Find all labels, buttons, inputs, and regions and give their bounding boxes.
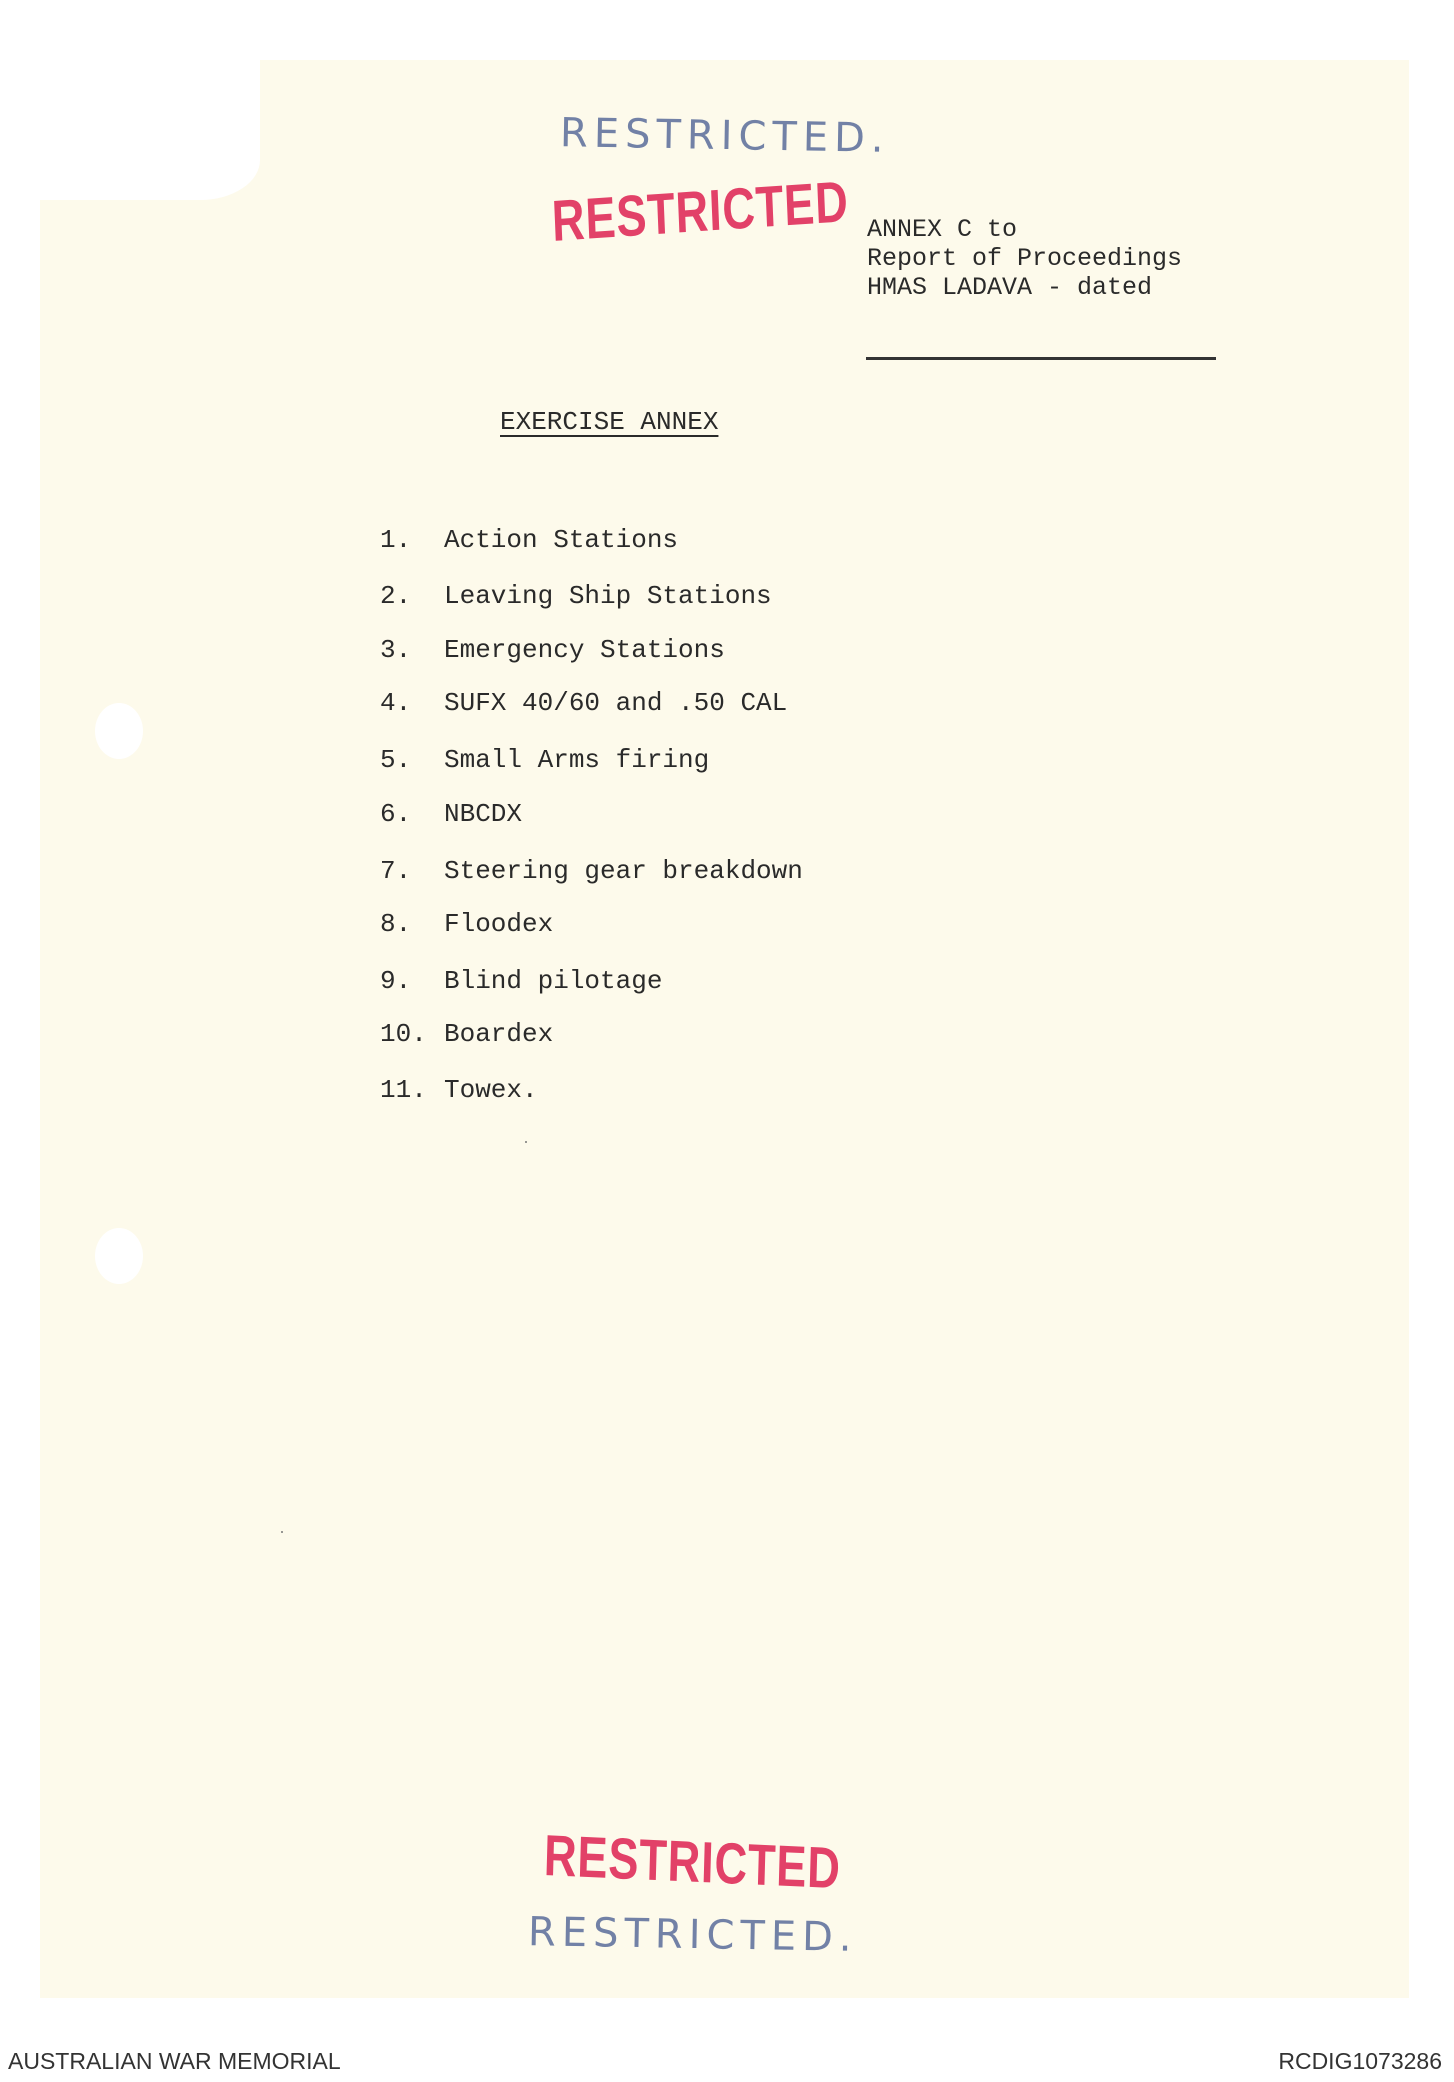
- item-text: Steering gear breakdown: [444, 856, 803, 886]
- punch-hole-top: [95, 703, 143, 759]
- annex-header: [867, 215, 1182, 302]
- item-number: 3.: [380, 635, 412, 665]
- footer-record-id: RCDIG1073286: [1278, 2048, 1442, 2074]
- item-number: 11.: [380, 1075, 427, 1105]
- item-number: 2.: [380, 581, 412, 611]
- item-number: 9.: [380, 966, 412, 996]
- list-item: [380, 856, 803, 886]
- item-number: 7.: [380, 856, 412, 886]
- list-item: [380, 909, 553, 939]
- list-item: [380, 966, 662, 996]
- restricted-stamp-red-bottom: RESTRICTED: [543, 1823, 842, 1902]
- item-number: 6.: [380, 799, 412, 829]
- list-item: [380, 1075, 538, 1105]
- item-number: 8.: [380, 909, 412, 939]
- item-text: Floodex: [444, 909, 554, 939]
- restricted-stamp-red-top: RESTRICTED: [550, 169, 850, 254]
- item-text: Towex.: [444, 1075, 538, 1105]
- list-item: [380, 581, 772, 611]
- list-item: [380, 1019, 553, 1049]
- list-item: [380, 799, 522, 829]
- item-number: 4.: [380, 688, 412, 718]
- torn-corner: [40, 60, 260, 200]
- annex-line-3: HMAS LADAVA - dated: [867, 273, 1153, 302]
- item-number: 5.: [380, 745, 412, 775]
- list-item: [380, 635, 725, 665]
- restricted-stamp-blue-bottom: RESTRICTED.: [527, 1909, 859, 1961]
- paper-speck: [525, 1141, 527, 1143]
- item-number: 10.: [380, 1019, 427, 1049]
- item-number: 1.: [380, 525, 412, 555]
- annex-line-2: Report of Proceedings: [867, 244, 1183, 273]
- item-text: Emergency Stations: [444, 635, 725, 665]
- punch-hole-bottom: [95, 1228, 143, 1284]
- item-text: SUFX 40/60 and .50 CAL: [444, 688, 788, 718]
- list-item: [380, 525, 678, 555]
- annex-underline: [866, 357, 1216, 360]
- list-item: [380, 688, 787, 718]
- item-text: NBCDX: [444, 799, 523, 829]
- item-text: Blind pilotage: [444, 966, 663, 996]
- document-page: [40, 60, 1409, 1998]
- footer-archive-name: AUSTRALIAN WAR MEMORIAL: [8, 2048, 341, 2074]
- annex-line-1: ANNEX C to: [867, 215, 1018, 244]
- item-text: Boardex: [444, 1019, 554, 1049]
- item-text: Leaving Ship Stations: [444, 581, 772, 611]
- restricted-stamp-blue-top: RESTRICTED.: [559, 110, 891, 162]
- item-text: Action Stations: [444, 525, 679, 555]
- list-item: [380, 745, 709, 775]
- item-text: Small Arms firing: [444, 745, 710, 775]
- paper-speck: [281, 1531, 283, 1533]
- document-title: EXERCISE ANNEX: [500, 407, 719, 437]
